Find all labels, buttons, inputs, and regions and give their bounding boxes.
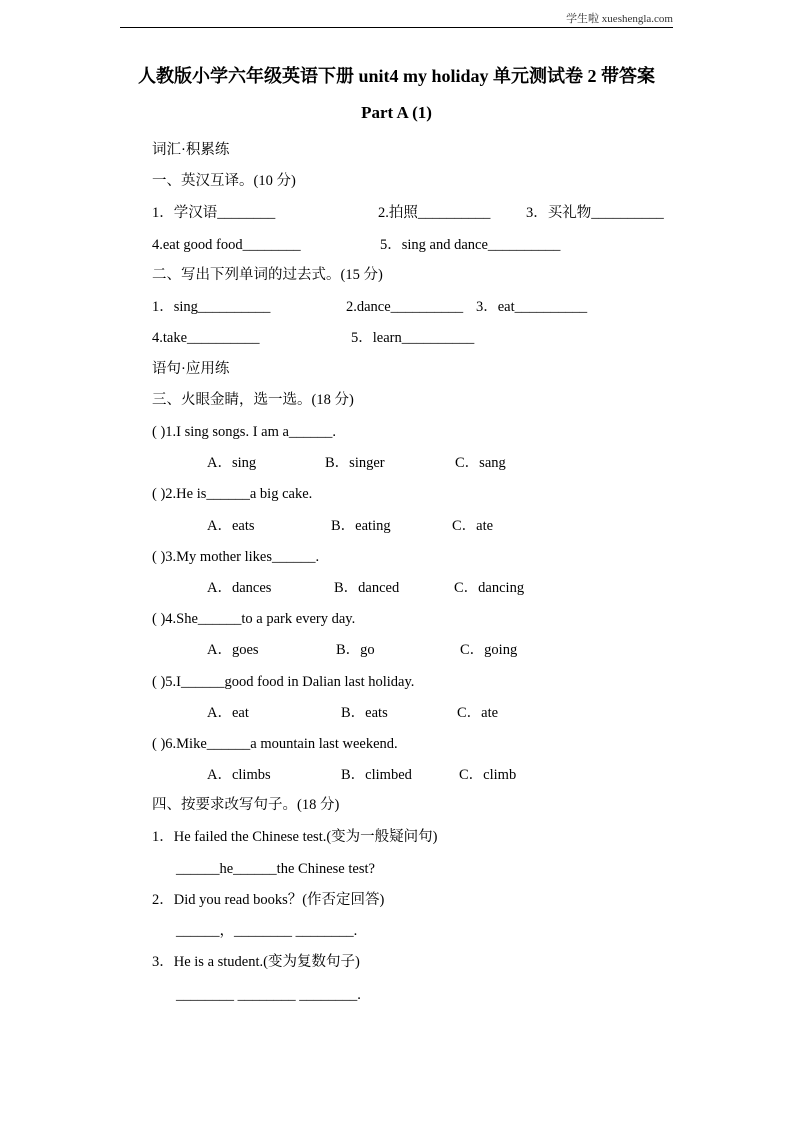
s4-a3: ________ ________ ________.: [176, 987, 361, 1003]
s3-q4-option-b: B．go: [336, 642, 375, 658]
s3-q3-option-b: B．danced: [334, 580, 400, 596]
s4-q3: 3．He is a student.(变为复数句子): [152, 954, 360, 970]
s3-q2-stem: ( )2.He is______a big cake.: [152, 486, 313, 502]
s3-q6-option-a: A．climbs: [207, 767, 271, 783]
s1-item-5: 5．sing and dance__________: [380, 237, 561, 253]
s3-q5-option-b: B．eats: [341, 705, 388, 721]
s4-q1: 1．He failed the Chinese test.(变为一般疑问句): [152, 829, 438, 845]
header-site: 学生啦 xueshengla.com: [566, 13, 673, 25]
s2-item-4: 4.take__________: [152, 330, 260, 346]
s3-q6-option-b: B．climbed: [341, 767, 412, 783]
s3-q3-option-a: A．dances: [207, 580, 272, 596]
s1-item-4: 4.eat good food________: [152, 237, 301, 253]
section4-heading: 四、按要求改写句子。(18 分): [152, 797, 340, 813]
header-divider: [120, 27, 673, 28]
s1-item-3: 3．买礼物__________: [526, 205, 664, 221]
s4-a2: ______，________ ________.: [176, 923, 358, 939]
s3-q3-option-c: C．dancing: [454, 580, 525, 596]
s4-q2: 2．Did you read books？(作否定回答): [152, 892, 385, 908]
s3-q6-option-c: C．climb: [459, 767, 517, 783]
s4-a1: ______he______the Chinese test?: [176, 861, 375, 877]
s2-item-2: 2.dance__________: [346, 299, 464, 315]
page-subtitle: Part A (1): [361, 103, 432, 122]
page-title: 人教版小学六年级英语下册 unit4 my holiday 单元测试卷 2 带答案: [137, 66, 656, 86]
vocab-label: 词汇·积累练: [152, 142, 230, 158]
s1-item-2: 2.拍照__________: [378, 205, 491, 221]
s3-q4-option-c: C．going: [460, 642, 518, 658]
sentence-label: 语句·应用练: [152, 361, 230, 377]
s1-item-1: 1．学汉语________: [152, 205, 276, 221]
section2-heading: 二、写出下列单词的过去式。(15 分): [152, 267, 383, 283]
s3-q1-option-c: C．sang: [455, 455, 506, 471]
s3-q5-option-a: A．eat: [207, 705, 249, 721]
s3-q2-option-a: A．eats: [207, 518, 255, 534]
s3-q1-stem: ( )1.I sing songs. I am a______.: [152, 424, 337, 440]
s3-q6-stem: ( )6.Mike______a mountain last weekend.: [152, 736, 398, 752]
s3-q1-option-a: A．sing: [207, 455, 257, 471]
section1-heading: 一、英汉互译。(10 分): [152, 173, 296, 189]
s3-q4-stem: ( )4.She______to a park every day.: [152, 611, 356, 627]
s3-q1-option-b: B．singer: [325, 455, 385, 471]
section3-heading: 三、火眼金睛，选一选。(18 分): [152, 392, 354, 408]
s3-q4-option-a: A．goes: [207, 642, 259, 658]
s2-item-3: 3．eat__________: [476, 299, 588, 315]
s3-q2-option-c: C．ate: [452, 518, 494, 534]
s2-item-1: 1．sing__________: [152, 299, 271, 315]
s3-q5-stem: ( )5.I______good food in Dalian last holiday.: [152, 674, 415, 690]
s3-q3-stem: ( )3.My mother likes______.: [152, 549, 320, 565]
s3-q2-option-b: B．eating: [331, 518, 391, 534]
s2-item-5: 5．learn__________: [351, 330, 475, 346]
s3-q5-option-c: C．ate: [457, 705, 499, 721]
